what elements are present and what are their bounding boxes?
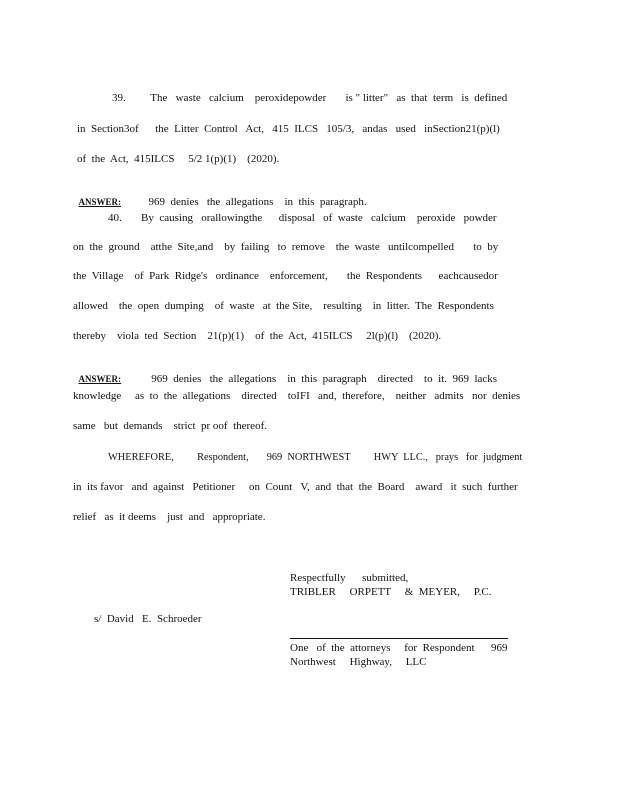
signature-firm: TRIBLER ORPETT & MEYER, P.C. [290,586,492,598]
paragraph-40-line-1: 40. By causing orallowingthe disposal of waste calcium peroxide powder [108,212,497,224]
wherefore-line-3: relief as it deems just and appropriate. [73,511,266,523]
wherefore-line-2: in its favor and against Petitioner on Count V, and that the Board award it such further [73,481,518,493]
paragraph-39-line-2: in Section3of the Litter Control Act, 415 ILCS 105/3, andas used inSection21(p)(l) [77,123,500,135]
paragraph-40-line-2: on the ground atthe Site,and by failing to remove the waste untilcompelled to by [73,241,499,253]
signature-role-line-1: One of the attorneys for Respondent 969 [290,642,508,654]
signature-role-line-2: Northwest Highway, LLC [290,656,427,668]
paragraph-40-line-5: thereby viola ted Section 21(p)(1) of the Act, 415ILCS 2l(p)(l) (2020). [73,330,442,342]
answer-39 [73,183,367,209]
paragraph-40-line-3: the Village of Park Ridge's ordinance enforcement, the Respondents eachcausedor [73,270,498,282]
answer-40-line-2: knowledge as to the allegations directed toIFI and, therefore, neither admits nor denies [73,390,521,402]
answer-label: ANSWER: [78,374,122,384]
answer-39-text: 969 denies the allegations in this paragraph. [148,196,367,208]
paragraph-40-line-4: allowed the open dumping of waste at the Site, resulting in litter. The Respondents [73,300,494,312]
paragraph-39-line-1: 39. The waste calcium peroxidepowder is " litter" as that term is defined [112,92,508,104]
wherefore-line-1: WHEREFORE, Respondent, 969 NORTHWEST HWY LLC., prays for judgment [108,451,523,463]
signature-closing: Respectfully submitted, [290,572,409,584]
signature-line [290,638,508,639]
answer-40-line-3: same but demands strict pr oof thereof. [73,420,267,432]
answer-40 [73,360,497,386]
signature-name: s/ David E. Schroeder [94,613,202,625]
answer-40-line-1: 969 denies the allegations in this paragraph directed to it. 969 lacks [151,373,498,385]
paragraph-39-line-3: of the Act, 415ILCS 5/2 1(p)(1) (2020). [77,153,280,165]
answer-label: ANSWER: [78,197,122,207]
